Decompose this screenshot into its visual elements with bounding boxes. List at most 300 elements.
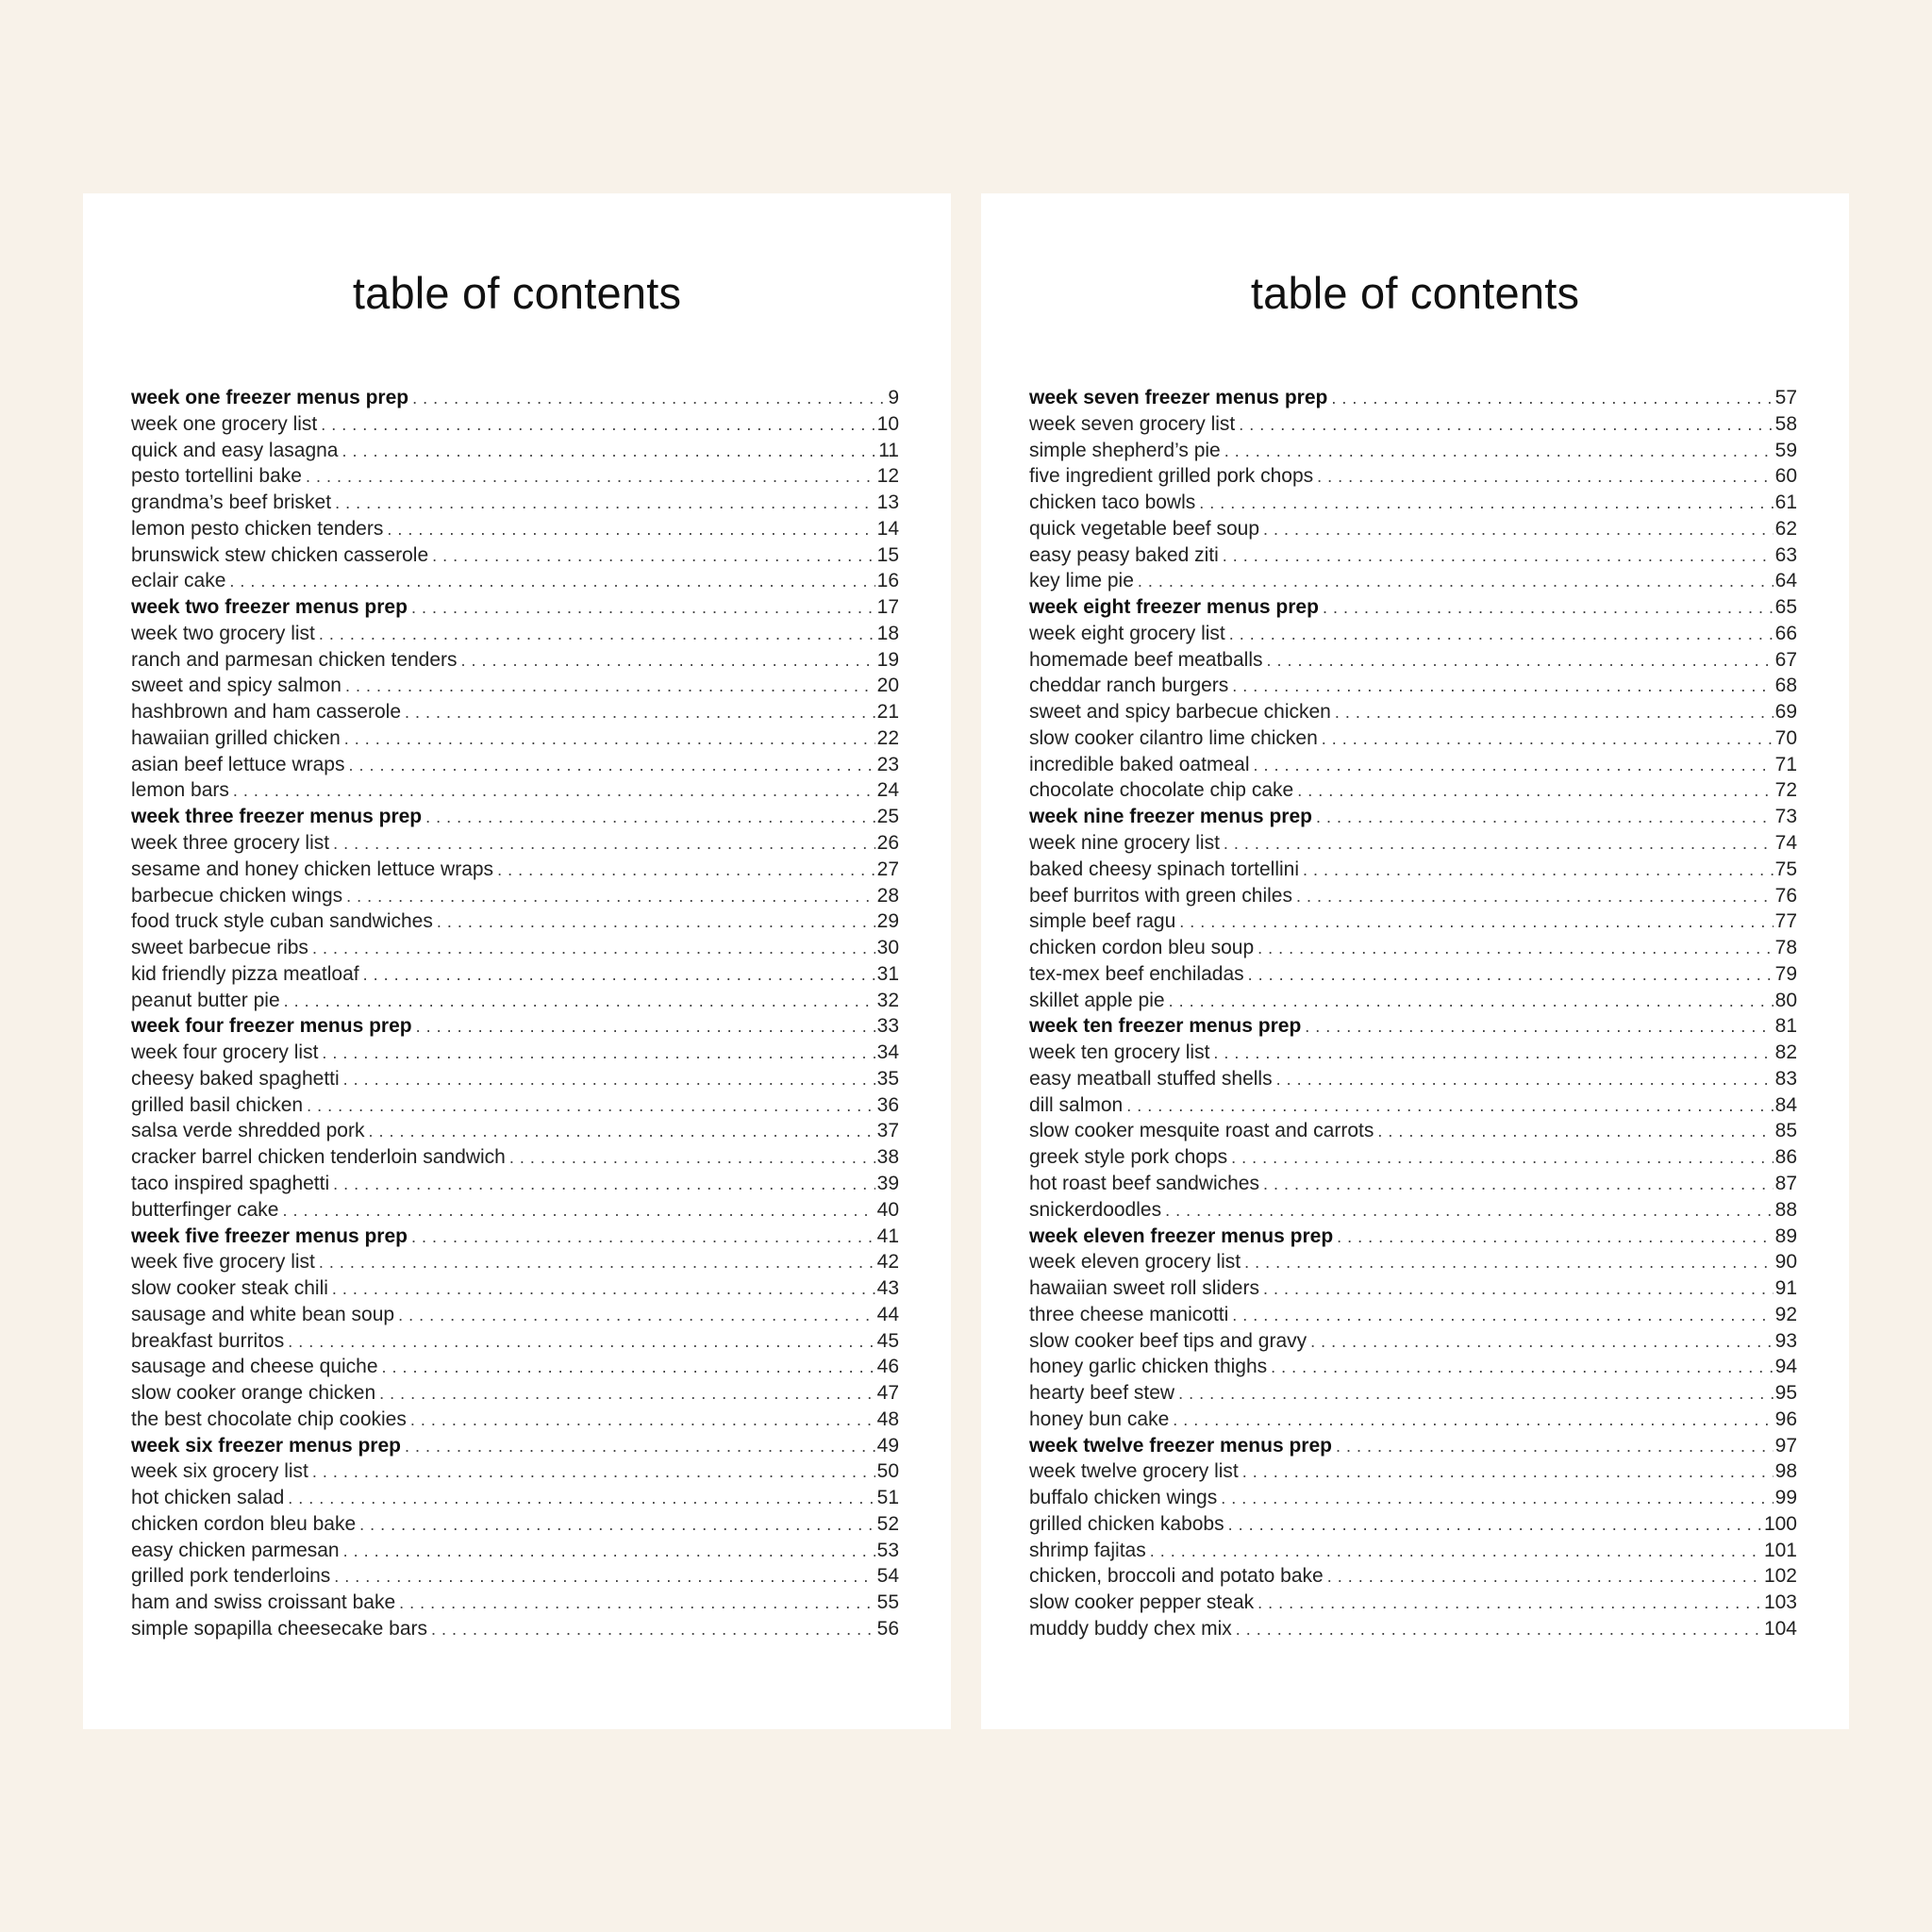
toc-entry[interactable]	[1029, 1144, 1797, 1171]
dot-leader	[1224, 439, 1774, 464]
toc-entry-page-number: 71	[1774, 753, 1797, 775]
toc-entry[interactable]	[131, 490, 899, 516]
toc-entry-page-number: 98	[1774, 1460, 1797, 1483]
toc-entry-label: five ingredient grilled pork chops	[1029, 465, 1314, 488]
toc-entry-label: baked cheesy spinach tortellini	[1029, 858, 1300, 880]
dot-leader	[1253, 753, 1773, 778]
dot-leader	[335, 491, 875, 516]
dot-leader	[342, 439, 877, 464]
dot-leader	[1248, 962, 1774, 988]
toc-entry-page-number: 28	[876, 884, 899, 907]
toc-page-left	[83, 193, 951, 1729]
dot-leader	[1377, 1119, 1773, 1144]
toc-entry[interactable]	[1029, 857, 1797, 883]
toc-entry-page-number: 26	[876, 832, 899, 855]
dot-leader	[333, 831, 875, 857]
toc-entry[interactable]	[1029, 988, 1797, 1014]
toc-entry-label: easy meatball stuffed shells	[1029, 1067, 1273, 1090]
toc-entry[interactable]	[131, 1511, 899, 1538]
toc-entry-label: simple shepherd’s pie	[1029, 439, 1221, 461]
toc-entry[interactable]	[1029, 1590, 1797, 1616]
toc-entry-page-number: 47	[876, 1382, 899, 1405]
dot-leader	[431, 1617, 875, 1642]
toc-entry-label: hawaiian sweet roll sliders	[1029, 1277, 1259, 1300]
dot-leader	[405, 700, 875, 725]
toc-entry-label: week ten freezer menus prep	[1029, 1015, 1302, 1038]
toc-entry-label: honey garlic chicken thighs	[1029, 1356, 1268, 1378]
dot-leader	[410, 1407, 875, 1433]
toc-entry-page-number: 70	[1774, 726, 1797, 749]
toc-entry-label: tex-mex beef enchiladas	[1029, 962, 1244, 985]
dot-leader	[1165, 1198, 1774, 1224]
toc-entry[interactable]	[1029, 490, 1797, 516]
dot-leader	[1336, 1434, 1774, 1459]
toc-entry[interactable]	[131, 1197, 899, 1224]
toc-entry-page-number: 16	[876, 570, 899, 592]
toc-entry-label: ranch and parmesan chicken tenders	[131, 648, 458, 671]
toc-entry-label: food truck style cuban sandwiches	[131, 910, 433, 933]
toc-entry[interactable]	[131, 1040, 899, 1066]
toc-section-entry[interactable]	[1029, 804, 1797, 830]
toc-entry-label: sausage and white bean soup	[131, 1303, 395, 1325]
toc-entry[interactable]	[131, 857, 899, 883]
toc-entry[interactable]	[131, 1380, 899, 1407]
toc-entry[interactable]	[131, 777, 899, 804]
toc-entry-label: snickerdoodles	[1029, 1198, 1162, 1221]
toc-entry[interactable]	[1029, 568, 1797, 594]
toc-entry-label: brunswick stew chicken casserole	[131, 543, 429, 566]
toc-entry-label: week twelve grocery list	[1029, 1460, 1239, 1483]
dot-leader	[1296, 884, 1774, 909]
toc-entry[interactable]	[131, 621, 899, 647]
toc-entry-page-number: 37	[876, 1120, 899, 1142]
toc-section-entry[interactable]	[1029, 1433, 1797, 1459]
dot-leader	[343, 1539, 875, 1564]
toc-entry-page-number: 41	[876, 1224, 899, 1247]
dot-leader	[1276, 1067, 1774, 1092]
toc-entry-label: chicken taco bowls	[1029, 491, 1196, 514]
toc-entry-page-number: 69	[1774, 701, 1797, 724]
toc-entry-label: quick vegetable beef soup	[1029, 517, 1260, 540]
toc-entry[interactable]	[1029, 725, 1797, 752]
toc-entry-label: week twelve freezer menus prep	[1029, 1434, 1332, 1457]
toc-entry-page-number: 21	[876, 701, 899, 724]
toc-entry-page-number: 32	[876, 989, 899, 1011]
toc-entry-page-number: 29	[876, 910, 899, 933]
dot-leader	[382, 1355, 875, 1380]
dot-leader	[346, 884, 875, 909]
toc-section-entry[interactable]	[1029, 1224, 1797, 1250]
toc-entry-label: week seven grocery list	[1029, 412, 1236, 435]
toc-entry-page-number: 35	[876, 1067, 899, 1090]
toc-entry-label: peanut butter pie	[131, 989, 280, 1011]
toc-entry-page-number: 13	[876, 491, 899, 514]
toc-entry-page-number: 86	[1774, 1146, 1797, 1169]
toc-entry-label: asian beef lettuce wraps	[131, 753, 345, 775]
toc-entry[interactable]	[1029, 1354, 1797, 1380]
toc-entry-label: week three grocery list	[131, 832, 330, 855]
toc-entry[interactable]	[131, 935, 899, 961]
toc-entry-page-number: 87	[1774, 1172, 1797, 1194]
dot-leader	[284, 989, 875, 1014]
dot-leader	[1327, 1564, 1762, 1590]
dot-leader	[1317, 464, 1773, 490]
toc-entry-page-number: 68	[1774, 675, 1797, 697]
toc-entry[interactable]	[1029, 1040, 1797, 1066]
toc-entry-label: incredible baked oatmeal	[1029, 753, 1250, 775]
toc-entry-label: skillet apple pie	[1029, 989, 1165, 1011]
toc-section-entry[interactable]	[131, 1433, 899, 1459]
toc-list	[1029, 385, 1797, 1642]
toc-entry-label: week six grocery list	[131, 1460, 308, 1483]
toc-entry-label: muddy buddy chex mix	[1029, 1617, 1232, 1640]
toc-entry-label: simple sopapilla cheesecake bars	[131, 1617, 428, 1640]
toc-entry[interactable]	[131, 1616, 899, 1642]
dot-leader	[312, 936, 875, 961]
toc-entry-page-number: 65	[1774, 596, 1797, 619]
toc-entry[interactable]	[131, 568, 899, 594]
dot-leader	[411, 1224, 875, 1250]
dot-leader	[282, 1198, 874, 1224]
dot-leader	[348, 753, 874, 778]
toc-entry-page-number: 36	[876, 1093, 899, 1116]
dot-leader	[333, 1172, 875, 1197]
dot-leader	[229, 569, 874, 594]
toc-entry[interactable]	[1029, 1380, 1797, 1407]
toc-entry[interactable]	[1029, 830, 1797, 857]
toc-entry-label: slow cooker beef tips and gravy	[1029, 1329, 1307, 1352]
dot-leader	[509, 1145, 875, 1171]
toc-entry[interactable]	[131, 438, 899, 464]
toc-entry-label: grilled pork tenderloins	[131, 1565, 331, 1588]
toc-section-entry[interactable]	[1029, 385, 1797, 411]
toc-entry[interactable]	[131, 542, 899, 569]
dot-leader	[1231, 1145, 1774, 1171]
toc-entry[interactable]	[131, 908, 899, 935]
dot-leader	[345, 674, 875, 699]
toc-entry[interactable]	[1029, 1171, 1797, 1197]
toc-section-entry[interactable]	[131, 1013, 899, 1040]
toc-entry-page-number: 12	[876, 465, 899, 488]
toc-entry-page-number: 38	[876, 1146, 899, 1169]
toc-entry-page-number: 64	[1774, 570, 1797, 592]
dot-leader	[1199, 491, 1773, 516]
dot-leader	[1257, 936, 1773, 961]
toc-entry[interactable]	[1029, 1538, 1797, 1564]
toc-entry-label: slow cooker steak chili	[131, 1277, 328, 1300]
toc-entry[interactable]	[131, 1538, 899, 1564]
toc-entry[interactable]	[131, 463, 899, 490]
toc-entry-page-number: 97	[1774, 1434, 1797, 1457]
toc-entry[interactable]	[131, 1354, 899, 1380]
toc-entry-label: hot chicken salad	[131, 1487, 285, 1509]
toc-section-entry[interactable]	[1029, 594, 1797, 621]
toc-entry-page-number: 24	[876, 779, 899, 802]
toc-entry-label: week nine grocery list	[1029, 832, 1220, 855]
toc-entry-page-number: 58	[1774, 412, 1797, 435]
toc-entry[interactable]	[1029, 1563, 1797, 1590]
toc-entry-label: pesto tortellini bake	[131, 465, 302, 488]
toc-entry[interactable]	[131, 1302, 899, 1328]
toc-entry[interactable]	[131, 1066, 899, 1092]
toc-entry-page-number: 52	[876, 1512, 899, 1535]
toc-entry[interactable]	[131, 699, 899, 725]
toc-entry-label: week eleven grocery list	[1029, 1251, 1241, 1274]
toc-list	[131, 385, 899, 1642]
dot-leader	[1224, 831, 1774, 857]
toc-entry[interactable]	[131, 1407, 899, 1433]
toc-entry-page-number: 56	[876, 1617, 899, 1640]
dot-leader	[1310, 1329, 1773, 1355]
toc-entry-label: honey bun cake	[1029, 1407, 1170, 1430]
toc-entry-label: homemade beef meatballs	[1029, 648, 1263, 671]
toc-entry-label: easy peasy baked ziti	[1029, 543, 1219, 566]
toc-entry[interactable]	[131, 988, 899, 1014]
toc-entry[interactable]	[1029, 673, 1797, 699]
toc-entry-page-number: 43	[876, 1277, 899, 1300]
toc-entry-label: week two freezer menus prep	[131, 596, 408, 619]
dot-leader	[1223, 543, 1774, 569]
toc-entry-label: week five freezer menus prep	[131, 1224, 408, 1247]
toc-entry-page-number: 25	[876, 806, 899, 828]
toc-entry-label: week two grocery list	[131, 622, 315, 644]
toc-entry-page-number: 90	[1774, 1251, 1797, 1274]
dot-leader	[1179, 909, 1773, 935]
toc-entry-page-number: 77	[1774, 910, 1797, 933]
toc-entry-page-number: 61	[1774, 491, 1797, 514]
toc-section-entry[interactable]	[131, 804, 899, 830]
toc-entry-page-number: 42	[876, 1251, 899, 1274]
dot-leader	[344, 726, 875, 752]
toc-entry-page-number: 76	[1774, 884, 1797, 907]
toc-entry-label: hawaiian grilled chicken	[131, 726, 341, 749]
toc-entry-page-number: 96	[1774, 1407, 1797, 1430]
toc-entry[interactable]	[1029, 1328, 1797, 1355]
dot-leader	[1229, 622, 1774, 647]
toc-entry[interactable]	[1029, 777, 1797, 804]
toc-entry-label: grilled basil chicken	[131, 1093, 304, 1116]
toc-entry[interactable]	[1029, 1302, 1797, 1328]
toc-entry-label: sweet barbecue ribs	[131, 937, 308, 959]
toc-entry[interactable]	[131, 516, 899, 542]
toc-entry-label: week seven freezer menus prep	[1029, 387, 1328, 408]
toc-entry-page-number: 62	[1774, 517, 1797, 540]
toc-entry[interactable]	[1029, 935, 1797, 961]
toc-entry-page-number: 18	[876, 622, 899, 644]
toc-entry[interactable]	[1029, 647, 1797, 674]
dot-leader	[343, 1067, 875, 1092]
dot-leader	[379, 1381, 875, 1407]
toc-entry[interactable]	[1029, 411, 1797, 438]
toc-entry[interactable]	[1029, 1118, 1797, 1144]
dot-leader	[416, 1014, 875, 1040]
toc-entry-page-number: 102	[1763, 1565, 1797, 1588]
toc-entry[interactable]	[1029, 883, 1797, 909]
toc-page-right	[981, 193, 1849, 1729]
toc-entry[interactable]	[1029, 463, 1797, 490]
toc-entry[interactable]	[1029, 908, 1797, 935]
toc-entry[interactable]	[131, 961, 899, 988]
dot-leader	[1126, 1093, 1773, 1119]
toc-entry-label: breakfast burritos	[131, 1329, 285, 1352]
toc-entry[interactable]	[131, 1563, 899, 1590]
toc-entry[interactable]	[131, 883, 899, 909]
toc-entry-page-number: 84	[1774, 1093, 1797, 1116]
toc-entry-page-number: 33	[876, 1015, 899, 1038]
toc-entry-label: kid friendly pizza meatloaf	[131, 962, 359, 985]
toc-entry[interactable]	[131, 1328, 899, 1355]
toc-entry[interactable]	[1029, 1066, 1797, 1092]
toc-entry-page-number: 10	[876, 412, 899, 435]
dot-leader	[1337, 1224, 1773, 1250]
dot-leader	[1150, 1539, 1762, 1564]
toc-entry-page-number: 85	[1774, 1120, 1797, 1142]
toc-entry[interactable]	[1029, 1092, 1797, 1119]
toc-entry-page-number: 15	[876, 543, 899, 566]
dot-leader	[1236, 1617, 1762, 1642]
dot-leader	[461, 648, 875, 674]
dot-leader	[1138, 569, 1774, 594]
toc-entry[interactable]	[1029, 1249, 1797, 1275]
dot-leader	[1303, 858, 1774, 883]
toc-entry[interactable]	[131, 411, 899, 438]
toc-entry-label: ham and swiss croissant bake	[131, 1591, 396, 1614]
toc-entry[interactable]	[1029, 1458, 1797, 1485]
toc-entry-page-number: 27	[876, 858, 899, 880]
toc-entry[interactable]	[131, 1275, 899, 1302]
dot-leader	[1232, 674, 1773, 699]
dot-leader	[497, 858, 875, 883]
toc-entry-page-number: 23	[876, 753, 899, 775]
dot-leader	[368, 1119, 874, 1144]
toc-entry-page-number: 63	[1774, 543, 1797, 566]
toc-entry-page-number: 73	[1774, 806, 1797, 828]
dot-leader	[1242, 1459, 1774, 1485]
toc-entry[interactable]	[131, 647, 899, 674]
toc-entry-page-number: 79	[1774, 962, 1797, 985]
toc-entry-page-number: 46	[876, 1356, 899, 1378]
toc-entry-label: buffalo chicken wings	[1029, 1487, 1218, 1509]
toc-entry[interactable]	[1029, 1485, 1797, 1511]
toc-entry[interactable]	[131, 1118, 899, 1144]
toc-entry[interactable]	[1029, 438, 1797, 464]
toc-entry-label: salsa verde shredded pork	[131, 1120, 365, 1142]
toc-entry-label: lemon pesto chicken tenders	[131, 517, 384, 540]
toc-entry-label: chocolate chocolate chip cake	[1029, 779, 1294, 802]
dot-leader	[1322, 726, 1774, 752]
toc-entry-label: sweet and spicy salmon	[131, 675, 341, 697]
toc-entry-label: grilled chicken kabobs	[1029, 1512, 1224, 1535]
toc-entry[interactable]	[131, 752, 899, 778]
toc-entry-label: hearty beef stew	[1029, 1382, 1175, 1405]
toc-entry-page-number: 67	[1774, 648, 1797, 671]
toc-entry[interactable]	[1029, 1197, 1797, 1224]
dot-leader	[1173, 1407, 1773, 1433]
toc-entry[interactable]	[1029, 1275, 1797, 1302]
toc-entry-label: chicken, broccoli and potato bake	[1029, 1565, 1324, 1588]
toc-entry-page-number: 92	[1774, 1303, 1797, 1325]
toc-section-entry[interactable]	[131, 594, 899, 621]
toc-entry-label: simple beef ragu	[1029, 910, 1176, 933]
toc-entry[interactable]	[131, 1485, 899, 1511]
toc-entry[interactable]	[1029, 1616, 1797, 1642]
toc-entry-label: cheesy baked spaghetti	[131, 1067, 340, 1090]
toc-section-entry[interactable]	[1029, 1013, 1797, 1040]
toc-entry[interactable]	[131, 1092, 899, 1119]
toc-entry-page-number: 55	[876, 1591, 899, 1614]
toc-entry[interactable]	[131, 1144, 899, 1171]
toc-entry-label: shrimp fajitas	[1029, 1539, 1146, 1561]
toc-entry[interactable]	[1029, 542, 1797, 569]
dot-leader	[1316, 805, 1774, 830]
toc-entry[interactable]	[131, 725, 899, 752]
toc-section-entry[interactable]	[131, 385, 899, 411]
dot-leader	[1297, 778, 1773, 804]
toc-entry-label: lemon bars	[131, 779, 229, 802]
dot-leader	[322, 1041, 874, 1066]
toc-entry-label: cheddar ranch burgers	[1029, 675, 1229, 697]
toc-entry-page-number: 54	[876, 1565, 899, 1588]
toc-entry-page-number: 60	[1774, 465, 1797, 488]
toc-entry[interactable]	[131, 1249, 899, 1275]
toc-entry-page-number: 48	[876, 1407, 899, 1430]
toc-entry[interactable]	[1029, 1407, 1797, 1433]
toc-entry-page-number: 51	[876, 1487, 899, 1509]
toc-entry-label: slow cooker mesquite roast and carrots	[1029, 1120, 1374, 1142]
toc-entry-page-number: 30	[876, 937, 899, 959]
toc-section-entry[interactable]	[131, 1224, 899, 1250]
toc-entry[interactable]	[131, 673, 899, 699]
dot-leader	[1213, 1041, 1773, 1066]
dot-leader	[1305, 1014, 1773, 1040]
toc-entry[interactable]	[131, 1171, 899, 1197]
toc-entry-page-number: 80	[1774, 989, 1797, 1011]
toc-entry-label: week three freezer menus prep	[131, 806, 423, 828]
dot-leader	[1228, 1512, 1762, 1538]
toc-entry-page-number: 50	[876, 1460, 899, 1483]
dot-leader	[332, 1276, 875, 1302]
dot-leader	[334, 1564, 874, 1590]
toc-entry[interactable]	[131, 1458, 899, 1485]
toc-entry[interactable]	[1029, 1511, 1797, 1538]
toc-entry-page-number: 53	[876, 1539, 899, 1561]
toc-entry[interactable]	[1029, 516, 1797, 542]
page-title: table of contents	[1250, 268, 1580, 318]
toc-entry[interactable]	[1029, 961, 1797, 988]
toc-entry-page-number: 31	[876, 962, 899, 985]
toc-entry[interactable]	[1029, 621, 1797, 647]
toc-entry[interactable]	[1029, 752, 1797, 778]
dot-leader	[1263, 1276, 1774, 1302]
toc-entry-label: week nine freezer menus prep	[1029, 806, 1312, 828]
toc-entry-page-number: 95	[1774, 1382, 1797, 1405]
toc-entry[interactable]	[131, 1590, 899, 1616]
toc-entry[interactable]	[1029, 699, 1797, 725]
toc-entry-page-number: 22	[876, 726, 899, 749]
toc-entry-label: week eleven freezer menus prep	[1029, 1224, 1334, 1247]
toc-entry-page-number: 75	[1774, 858, 1797, 880]
dot-leader	[288, 1486, 874, 1511]
toc-entry-label: week eight grocery list	[1029, 622, 1225, 644]
toc-entry-label: dill salmon	[1029, 1093, 1124, 1116]
toc-entry-page-number: 34	[876, 1041, 899, 1064]
toc-entry[interactable]	[131, 830, 899, 857]
toc-entry-page-number: 40	[876, 1198, 899, 1221]
dot-leader	[387, 517, 874, 542]
toc-entry-page-number: 74	[1774, 832, 1797, 855]
toc-entry-page-number: 100	[1763, 1512, 1797, 1535]
dot-leader	[359, 1512, 874, 1538]
